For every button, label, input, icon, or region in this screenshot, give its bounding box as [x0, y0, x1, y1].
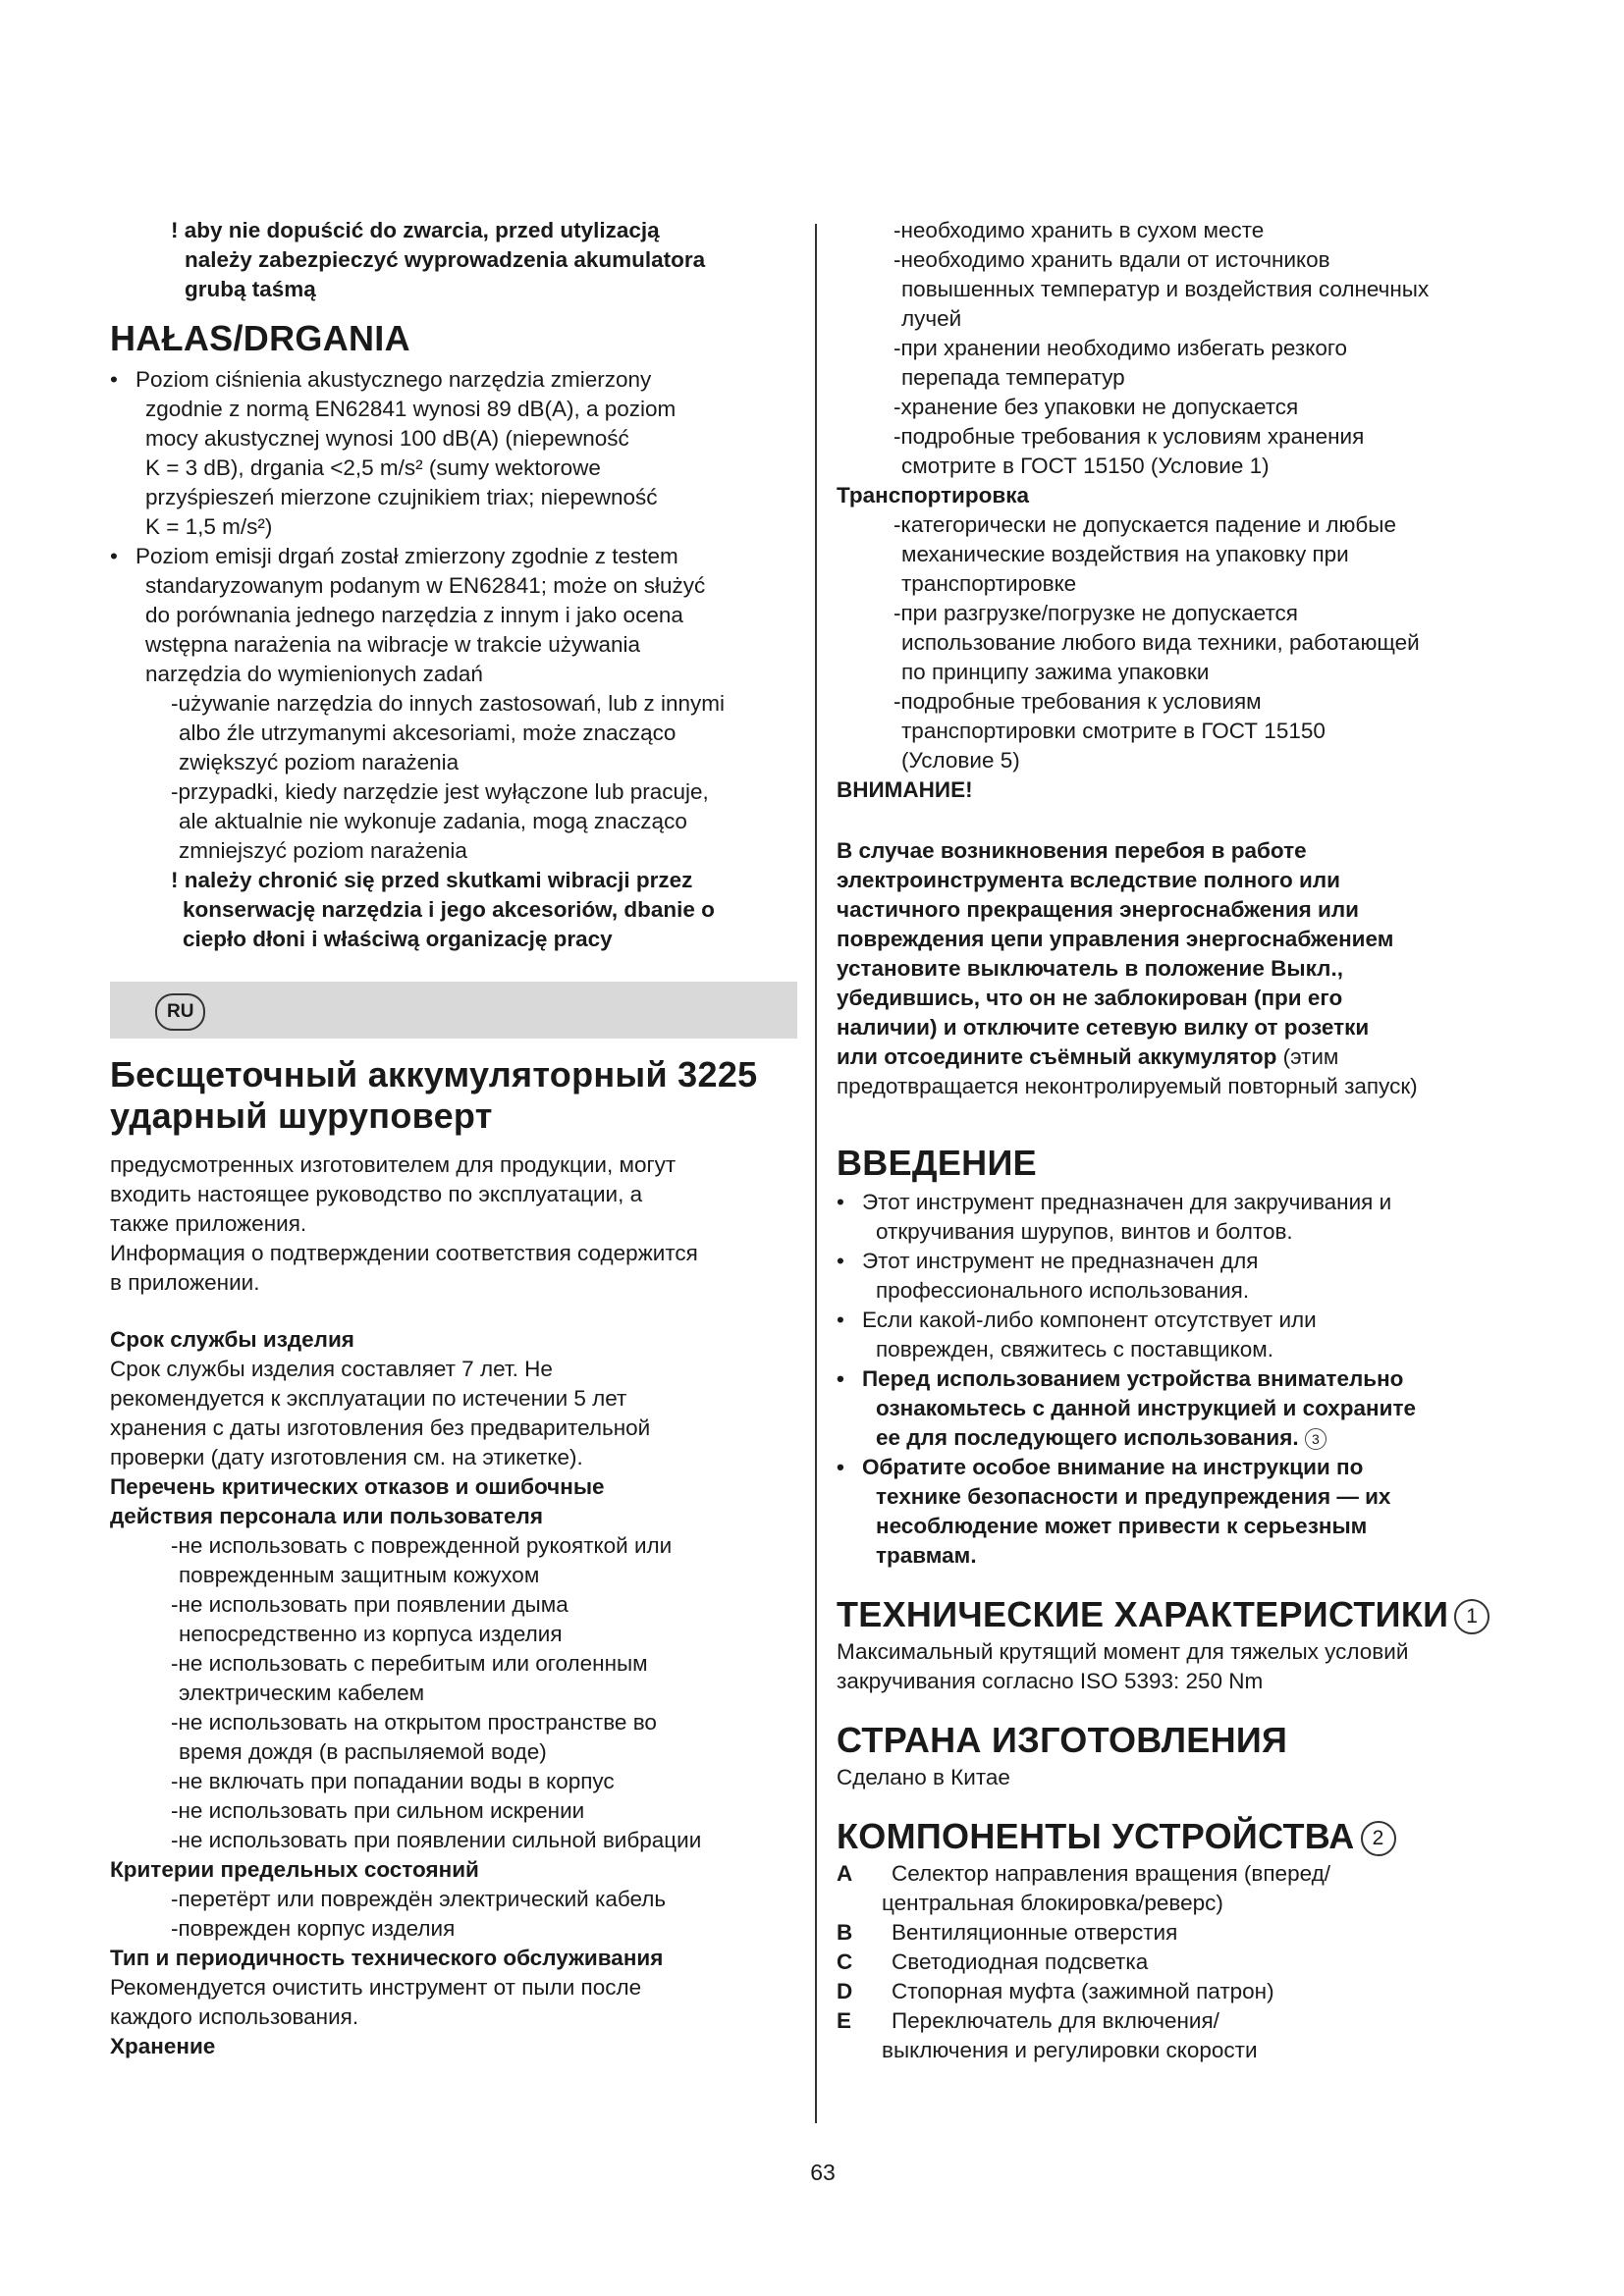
text-line: mocy akustycznej wynosi 100 dB(A) (niepewność: [145, 426, 629, 451]
text-line: хранения с даты изготовления без предварительной: [110, 1415, 651, 1440]
list-item: [837, 1948, 1524, 1977]
list-item: [893, 599, 1524, 687]
text-line: • Если какой-либо компонент отсутствует или: [862, 1308, 1317, 1332]
service-life-text: [110, 1355, 797, 1472]
text-line: в приложении.: [110, 1270, 260, 1295]
text-line: лучей: [901, 306, 962, 331]
pl-warning-line: należy zabezpieczyć wyprowadzenia akumulatora: [185, 247, 706, 272]
country-heading: СТРАНА ИЗГОТОВЛЕНИЯ: [837, 1720, 1288, 1760]
transport-heading: Транспортировка: [837, 483, 1029, 507]
ru-intro: [110, 1150, 797, 1298]
text-line: standaryzowanym podanym w EN62841; może on służyć: [145, 573, 706, 598]
text-line: -не использовать на открытом пространстве во: [171, 1710, 657, 1735]
country-text: Сделано в Китае: [837, 1765, 1010, 1789]
text-line: • Этот инструмент предназначен для закручивания и: [862, 1190, 1392, 1214]
text-line: центральная блокировка/реверс): [882, 1891, 1223, 1915]
column-divider: [815, 224, 817, 2123]
title-line: Бесщеточный аккумуляторный 3225: [110, 1054, 758, 1095]
tech-heading: [837, 1592, 1524, 1637]
components-list: [837, 1859, 1524, 2065]
text-line: использование любого вида техники, работающей: [901, 630, 1420, 655]
text-line: • Poziom emisji drgań został zmierzony zgodnie z testem: [135, 544, 678, 568]
storage-heading: Хранение: [110, 2034, 216, 2058]
text-line: транспортировке: [901, 571, 1077, 596]
text-line: предотвращается неконтролируемый повторный запуск): [837, 1074, 1418, 1098]
list-item: -необходимо хранить в сухом месте: [893, 218, 1265, 242]
text-line: входить настоящее руководство по эксплуатации, а: [110, 1182, 643, 1206]
text-line: установите выключатель в положение Выкл.,: [837, 956, 1343, 981]
text-line: Срок службы изделия составляет 7 лет. Не: [110, 1357, 553, 1381]
text-line: повреждения цепи управления энергоснабжением: [837, 927, 1394, 951]
limits-list: [110, 1885, 797, 1944]
text-line: -при разгрузке/погрузке не допускается: [893, 601, 1298, 625]
language-bar: [110, 982, 797, 1039]
text-line: электрическим кабелем: [179, 1681, 425, 1705]
text-bold: или отсоедините съёмный аккумулятор: [837, 1044, 1277, 1069]
failures-heading: [110, 1472, 797, 1531]
ru-product-title: [110, 1054, 797, 1137]
tech-text: [837, 1637, 1524, 1696]
list-item: -не использовать при сильном искрении: [171, 1798, 585, 1823]
text-line: konserwację narzędzia i jego akcesoriów, dbanie o: [183, 897, 715, 922]
text-line: повышенных температур и воздействия солнечных: [901, 277, 1430, 301]
text-line: каждого использования.: [110, 2004, 359, 2029]
text-line: -подробные требования к условиям: [893, 689, 1262, 714]
text-line: выключения и регулировки скорости: [882, 2038, 1258, 2062]
text-line: (Условие 5): [901, 748, 1020, 773]
list-item: [893, 334, 1524, 393]
text-line: механические воздействия на упаковку при: [901, 542, 1349, 566]
component-key: D: [837, 1979, 853, 2003]
list-item: [171, 1590, 797, 1649]
list-item: [837, 1247, 1524, 1306]
text-line: zgodnie z normą EN62841 wynosi 89 dB(A), a poziom: [145, 397, 677, 421]
list-item: [893, 510, 1524, 599]
pl-warning: [110, 216, 797, 304]
text-line: рекомендуется к эксплуатации по истечении 5 лет: [110, 1386, 627, 1411]
text-line: частичного прекращения энергоснабжения или: [837, 897, 1360, 922]
text-line: -przypadki, kiedy narzędzie jest wyłączone lub pracuje,: [171, 779, 709, 804]
text-line: действия персонала или пользователя: [110, 1504, 543, 1528]
text-line: narzędzia do wymienionych zadań: [145, 662, 483, 686]
text-line: -при хранении необходимо избегать резкого: [893, 336, 1348, 360]
text-line: • Poziom ciśnienia akustycznego narzędzia zmierzony: [135, 367, 652, 392]
failures-list: [110, 1531, 797, 1855]
text-line: смотрите в ГОСТ 15150 (Условие 1): [901, 454, 1270, 478]
text-normal: (этим: [1276, 1044, 1339, 1069]
title-line: ударный шуруповерт: [110, 1095, 493, 1136]
text-line: -używanie narzędzia do innych zastosowań, lub z innymi: [171, 691, 726, 716]
text-line: также приложения.: [110, 1211, 307, 1236]
list-item: -перетёрт или повреждён электрический кабель: [171, 1887, 667, 1911]
service-life-heading: Срок службы изделия: [110, 1327, 354, 1352]
left-column: [110, 216, 797, 2061]
figure-ref: 3: [1305, 1428, 1326, 1450]
text-line: закручивания согласно ISO 5393: 250 Nm: [837, 1669, 1264, 1693]
list-item: [837, 1306, 1524, 1364]
right-column: [837, 216, 1524, 2065]
intro-list: [837, 1188, 1524, 1571]
text-line: • Обратите особое внимание на инструкции по: [862, 1455, 1364, 1479]
text-line: ale aktualnie nie wykonuje zadania, mogą znacząco: [179, 809, 687, 833]
component-key: C: [837, 1949, 853, 1974]
text-line: do porównania jednego narzędzia z innym i jako ocena: [145, 603, 683, 627]
text-line: технике безопасности и предупреждения — их: [876, 1484, 1391, 1509]
list-item: [837, 1188, 1524, 1247]
list-item: [893, 245, 1524, 334]
text-line: -не использовать с перебитым или оголенным: [171, 1651, 648, 1676]
list-item: -хранение без упаковки не допускается: [893, 395, 1299, 419]
text-line: albo źle utrzymanymi akcesoriami, może znacząco: [179, 721, 677, 745]
maintenance-heading: Тип и периодичность технического обслуживания: [110, 1946, 664, 1970]
limits-heading: Критерии предельных состояний: [110, 1857, 479, 1882]
text-line: ознакомьтесь с данной инструкцией и сохраните: [876, 1396, 1416, 1420]
pl-heading-noise: HAŁAS/DRGANIA: [110, 318, 410, 358]
pl-bullet-vibration: [110, 542, 797, 689]
text-line: непосредственно из корпуса изделия: [179, 1622, 563, 1646]
component-label: Светодиодная подсветка: [892, 1949, 1149, 1974]
text-line: ciepło dłoni i właściwą organizację pracy: [183, 927, 613, 951]
attention-text: [837, 836, 1524, 1101]
language-badge: RU: [155, 993, 205, 1031]
text-line: поврежден, свяжитесь с поставщиком.: [876, 1337, 1273, 1362]
component-label: Стопорная муфта (зажимной патрон): [892, 1979, 1274, 2003]
text-line: несоблюдение может привести к серьезным: [876, 1514, 1368, 1538]
text-line: ! należy chronić się przed skutkami wibracji przez: [171, 868, 693, 892]
component-key: E: [837, 2008, 852, 2033]
text-line: травмам.: [876, 1543, 977, 1568]
text-line: K = 3 dB), drgania <2,5 m/s² (sumy wektorowe: [145, 455, 601, 480]
text-line: [862, 1423, 1524, 1453]
text-line: откручивания шурупов, винтов и болтов.: [876, 1219, 1293, 1244]
list-item: [893, 422, 1524, 481]
text-line: -категорически не допускается падение и любые: [893, 512, 1396, 537]
text-line: предусмотренных изготовителем для продукции, могут: [110, 1152, 677, 1177]
list-item: [837, 1859, 1524, 1918]
pl-warning-line: grubą taśmą: [185, 277, 316, 301]
list-item: -не включать при попадании воды в корпус: [171, 1769, 615, 1793]
text-line: наличии) и отключите сетевую вилку от розетки: [837, 1015, 1370, 1040]
text-line: zwiększyć poziom narażenia: [179, 750, 460, 774]
heading-text: ТЕХНИЧЕСКИЕ ХАРАКТЕРИСТИКИ: [837, 1594, 1449, 1634]
attention-heading: ВНИМАНИЕ!: [837, 777, 973, 802]
text-line: Максимальный крутящий момент для тяжелых условий: [837, 1639, 1409, 1664]
list-item: [893, 687, 1524, 775]
pl-dash-item: [110, 689, 797, 777]
text-line: [837, 1042, 1524, 1072]
text-line: поврежденным защитным кожухом: [179, 1563, 540, 1587]
components-heading: [837, 1814, 1524, 1859]
component-key: A: [837, 1861, 853, 1886]
text-line: по принципу зажима упаковки: [901, 660, 1210, 684]
component-label: Переключатель для включения/: [892, 2008, 1219, 2033]
text-line: -не использовать при появлении дыма: [171, 1592, 568, 1617]
text-line: профессионального использования.: [876, 1278, 1250, 1303]
component-label: Селектор направления вращения (вперед/: [892, 1861, 1330, 1886]
text-line: -необходимо хранить вдали от источников: [893, 247, 1330, 272]
figure-ref: 2: [1361, 1821, 1396, 1856]
text-line: электроинструмента вследствие полного или: [837, 868, 1340, 892]
text-line: проверки (дату изготовления см. на этикетке).: [110, 1445, 583, 1469]
text-line: przyśpieszeń mierzone czujnikiem triax; niepewność: [145, 485, 658, 509]
text-line: wstępna narażenia na wibracje w trakcie używania: [145, 632, 641, 657]
intro-heading: ВВЕДЕНИЕ: [837, 1143, 1037, 1183]
component-label: Вентиляционные отверстия: [892, 1920, 1178, 1945]
pl-warning-line: ! aby nie dopuścić do zwarcia, przed utylizacją: [171, 218, 660, 242]
transport-list: [837, 510, 1524, 775]
list-item: [171, 1531, 797, 1590]
maintenance-text: [110, 1973, 797, 2032]
text-line: • Перед использованием устройства внимательно: [862, 1366, 1404, 1391]
pl-bold-note: [110, 866, 797, 954]
text-line: -подробные требования к условиям хранения: [893, 424, 1365, 449]
list-item: [171, 1649, 797, 1708]
pl-dash-item: [110, 777, 797, 866]
list-item: -поврежден корпус изделия: [171, 1916, 456, 1941]
text-line: Рекомендуется очистить инструмент от пыли после: [110, 1975, 642, 2000]
list-item: [837, 2006, 1524, 2065]
list-item: -не использовать при появлении сильной вибрации: [171, 1828, 702, 1852]
list-item: [837, 1364, 1524, 1453]
text-line: zmniejszyć poziom narażenia: [179, 838, 467, 863]
list-item: [837, 1977, 1524, 2006]
text-line: • Этот инструмент не предназначен для: [862, 1249, 1259, 1273]
list-item: [837, 1918, 1524, 1948]
page-number: 63: [810, 2160, 836, 2185]
list-item: [171, 1708, 797, 1767]
pl-bullet-noise: [110, 365, 797, 542]
text-line: Информация о подтверждении соответствия содержится: [110, 1241, 698, 1265]
text-line: K = 1,5 m/s²): [145, 514, 273, 539]
text-line: транспортировки смотрите в ГОСТ 15150: [901, 719, 1326, 743]
component-key: B: [837, 1920, 853, 1945]
storage-list: [837, 216, 1524, 481]
text-line: время дождя (в распыляемой воде): [179, 1739, 547, 1764]
heading-text: КОМПОНЕНТЫ УСТРОЙСТВА: [837, 1816, 1355, 1856]
text-line: убедившись, что он не заблокирован (при его: [837, 986, 1343, 1010]
figure-ref: 1: [1454, 1599, 1489, 1634]
text-line: перепада температур: [901, 365, 1125, 390]
text-line: В случае возникновения перебоя в работе: [837, 838, 1307, 863]
list-item: [837, 1453, 1524, 1571]
text-span: ее для последующего использования.: [876, 1425, 1299, 1450]
text-line: -не использовать с поврежденной рукояткой или: [171, 1533, 673, 1558]
text-line: Перечень критических отказов и ошибочные: [110, 1474, 605, 1499]
